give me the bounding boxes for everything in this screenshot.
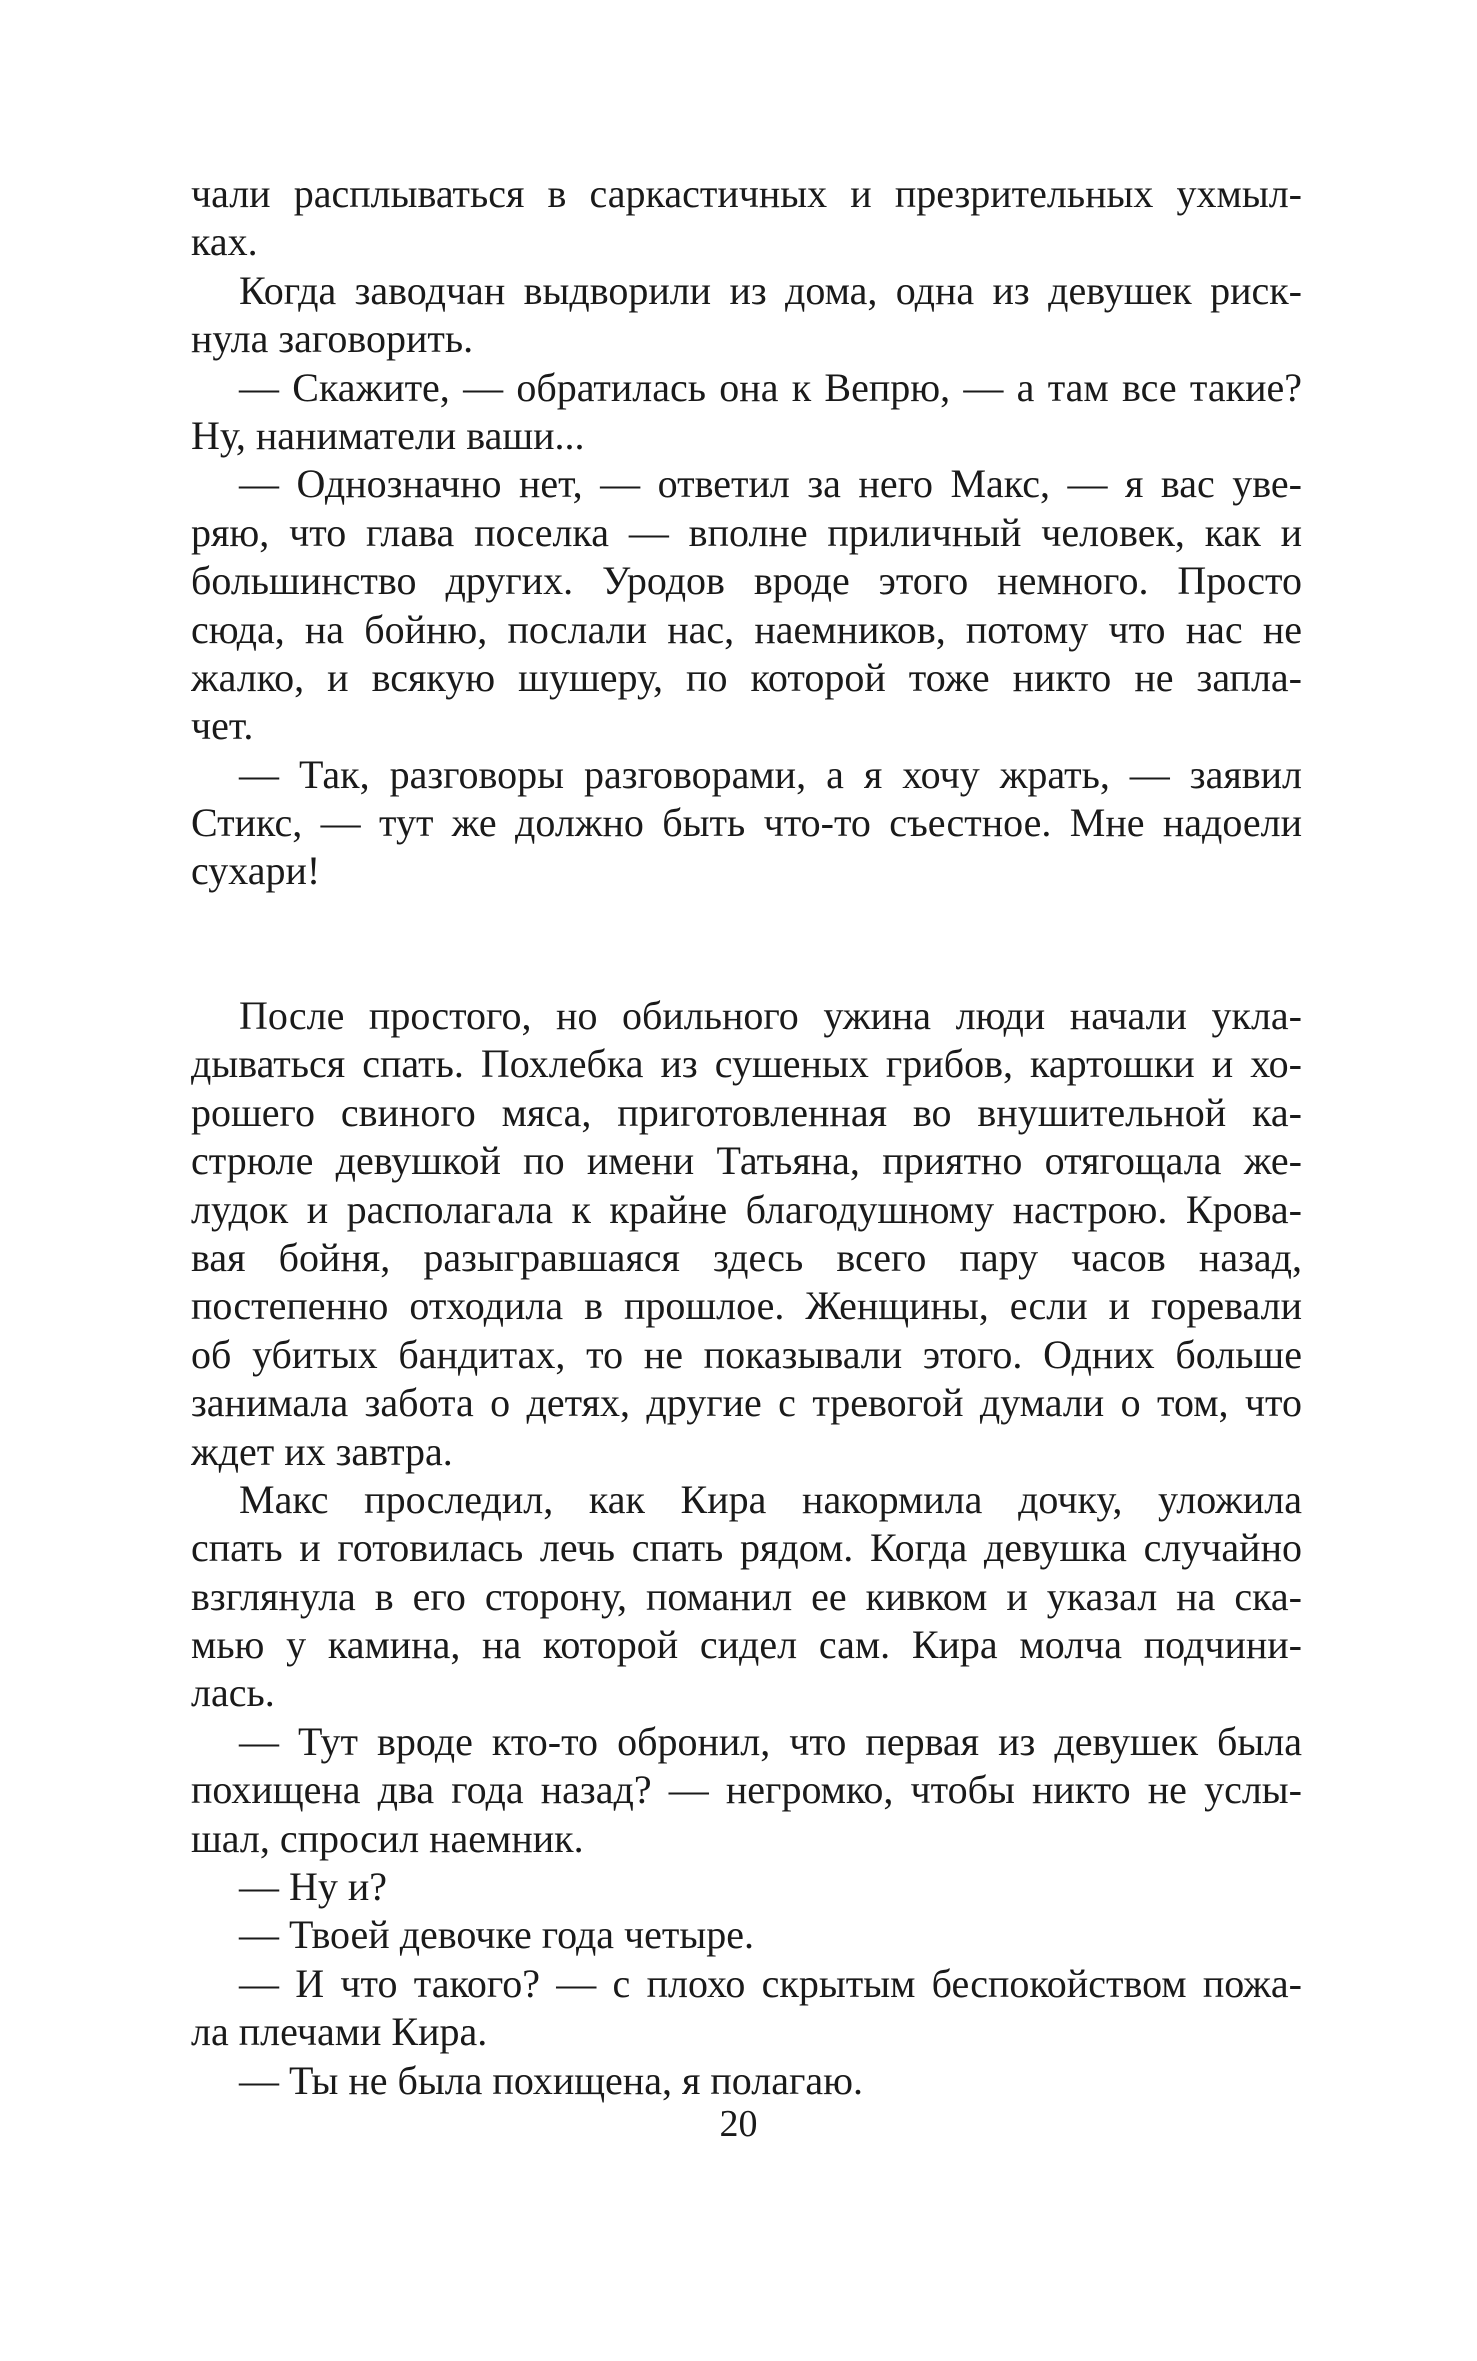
text-line: Макс проследил, как Кира накормила дочку, уложила [239, 1476, 1302, 1522]
text-line: Ну, наниматели ваши... [191, 412, 585, 458]
text-line: мью у камина, на которой сидел сам. Кира молча подчини- [191, 1622, 1302, 1668]
text-line: ла плечами Кира. [191, 2009, 488, 2055]
text-line: — Ну и? [239, 1864, 388, 1910]
text-line: Когда заводчан выдворили из дома, одна из девушек риск- [239, 267, 1302, 313]
text-line: Стикс, — тут же должно быть что-то съестное. Мне надоели [191, 800, 1302, 846]
text-block-bottom [191, 992, 1302, 2105]
text-line: большинство других. Уродов вроде этого немного. Просто [191, 558, 1302, 604]
text-line: похищена два года назад? — негромко, чтобы никто не услы- [191, 1767, 1302, 1813]
text-line: лудок и располагала к крайне благодушному настрою. Крова- [191, 1186, 1302, 1232]
text-line: постепенно отходила в прошлое. Женщины, если и горевали [191, 1283, 1302, 1329]
text-line: — Тут вроде кто-то обронил, что первая из девушек была [239, 1718, 1302, 1764]
text-block-top [191, 170, 1302, 896]
text-line: сюда, на бойню, послали нас, наемников, потому что нас не [191, 606, 1302, 652]
text-line: ряю, что глава поселка — вполне приличный человек, как и [191, 509, 1302, 555]
text-line: об убитых бандитах, то не показывали этого. Одних больше [191, 1331, 1302, 1377]
text-line: стрюле девушкой по имени Татьяна, приятно отягощала же- [191, 1138, 1302, 1184]
text-line: чет. [191, 703, 254, 749]
text-line: сухари! [191, 848, 321, 894]
text-line: — Однозначно нет, — ответил за него Макс, — я вас уве- [239, 461, 1302, 507]
text-line: спать и готовилась лечь спать рядом. Когда девушка случайно [191, 1525, 1302, 1571]
text-line: ках. [191, 219, 258, 265]
text-line: — Скажите, — обратилась она к Вепрю, — а там все такие? [239, 364, 1302, 410]
text-line: занимала забота о детях, другие с тревогой думали о том, что [191, 1380, 1302, 1426]
text-line: нула заговорить. [191, 316, 474, 362]
text-line: — И что такого? — с плохо скрытым беспокойством пожа- [239, 1960, 1302, 2006]
text-line: — Так, разговоры разговорами, а я хочу жрать, — заявил [239, 751, 1302, 797]
text-line: рошего свиного мяса, приготовленная во внушительной ка- [191, 1089, 1302, 1135]
text-line: шал, спросил наемник. [191, 1815, 584, 1861]
text-line: — Ты не была похищена, я полагаю. [239, 2057, 863, 2103]
text-line: лась. [191, 1670, 275, 1716]
text-line: жалко, и всякую шушеру, по которой тоже никто не запла- [191, 654, 1302, 700]
text-line: взглянула в его сторону, поманил ее кивком и указал на ска- [191, 1573, 1302, 1619]
text-line: ждет их завтра. [191, 1428, 453, 1474]
text-line: чали расплываться в саркастичных и презрительных ухмыл- [191, 171, 1302, 216]
page-number: 20 [719, 2103, 758, 2145]
text-line: дываться спать. Похлебка из сушеных грибов, картошки и хо- [191, 1041, 1302, 1087]
text-line: — Твоей девочке года четыре. [239, 1912, 755, 1958]
text-line: вая бойня, разыгравшаяся здесь всего пару часов назад, [191, 1234, 1302, 1280]
text-line: После простого, но обильного ужина люди начали укла- [239, 993, 1302, 1038]
